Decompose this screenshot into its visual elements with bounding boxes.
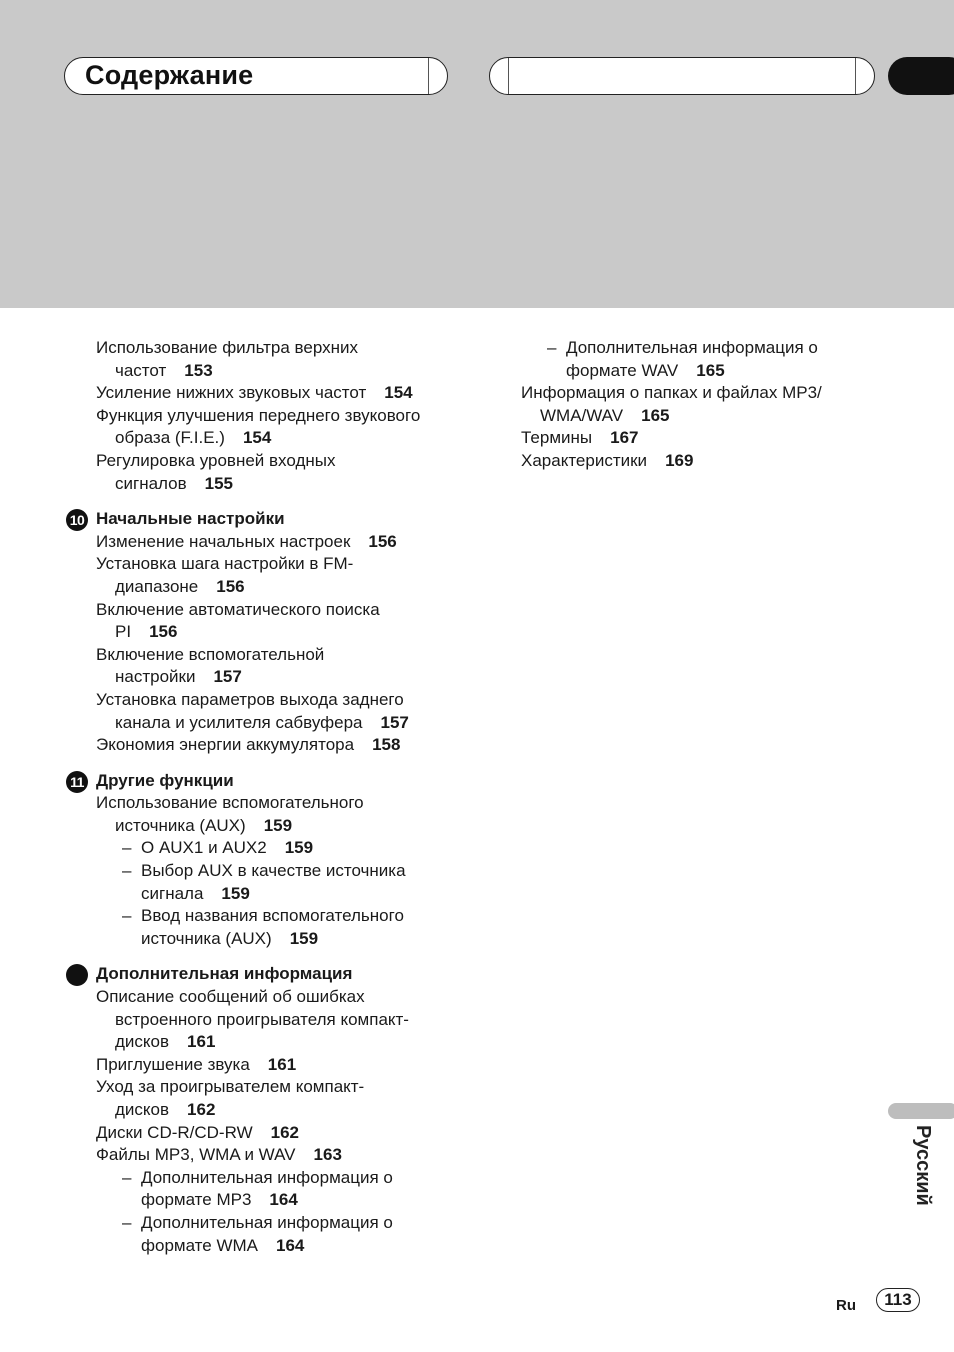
toc-page-number: 165 <box>696 360 725 380</box>
toc-entry-text: диапазоне <box>115 576 199 596</box>
header-band <box>0 0 954 308</box>
toc-page-number: 159 <box>284 838 314 858</box>
dash-marker: – <box>122 1167 132 1187</box>
toc-left-column <box>69 337 456 1257</box>
toc-page-number: 169 <box>665 450 694 470</box>
toc-entry-text: канала и усилителя сабвуфера <box>115 712 363 732</box>
toc-page-number: 167 <box>610 428 639 448</box>
toc-entry-text: Выбор AUX в качестве источника <box>141 861 406 881</box>
toc-page-number: 156 <box>149 622 178 642</box>
toc-entry-text: образа (F.I.E.) <box>115 428 225 448</box>
page-number: 113 <box>876 1288 920 1312</box>
toc-entry[interactable] <box>96 1144 456 1167</box>
pill-divider <box>428 58 429 94</box>
section-marker-tab <box>888 57 954 95</box>
toc-entry[interactable] <box>96 531 456 554</box>
toc-page-number: 158 <box>372 735 401 755</box>
toc-entry[interactable] <box>521 382 861 427</box>
toc-entry-text: настройки <box>115 667 196 687</box>
dash-marker: – <box>122 838 132 858</box>
toc-entry-text: Дополнительная информация о <box>566 338 818 357</box>
toc-entry-text: встроенного проигрывателя компакт- <box>115 1009 409 1029</box>
toc-page-number: 157 <box>380 712 409 732</box>
toc-subentry[interactable] <box>96 837 456 860</box>
toc-page-number: 161 <box>267 1054 297 1074</box>
section-number-badge: 10 <box>66 509 88 531</box>
toc-entry[interactable] <box>96 405 456 450</box>
toc-entry[interactable] <box>521 450 861 473</box>
toc-entry-text: формате MP3 <box>141 1190 252 1210</box>
toc-entry-text: Функция улучшения переднего звукового <box>96 405 421 425</box>
dash-marker: – <box>122 1212 132 1232</box>
footer-language-code: Ru <box>836 1297 856 1314</box>
toc-entry[interactable] <box>96 553 456 598</box>
toc-entry-text: источника (AUX) <box>141 928 272 948</box>
toc-page-number: 161 <box>187 1032 216 1052</box>
toc-entry[interactable] <box>96 644 456 689</box>
dash-marker: – <box>122 906 132 926</box>
toc-entry-text: WMA/WAV <box>540 405 624 425</box>
toc-page-number: 154 <box>242 428 272 448</box>
language-tab <box>888 1103 954 1119</box>
toc-entry-text: Термины <box>521 428 593 448</box>
toc-page-number: 159 <box>221 883 250 903</box>
toc-entry-text: источника (AUX) <box>115 815 246 835</box>
toc-page-number: 156 <box>216 576 245 596</box>
toc-page-number: 164 <box>269 1190 298 1210</box>
toc-page-number: 159 <box>263 815 293 835</box>
language-label: Русский <box>912 1125 934 1206</box>
section-heading-12[interactable] <box>96 963 456 986</box>
toc-page-number: 153 <box>184 360 213 380</box>
toc-entry-text: Установка шага настройки в FM- <box>96 554 354 574</box>
toc-page-number: 163 <box>313 1145 342 1165</box>
toc-right-column <box>521 337 861 473</box>
toc-subentry[interactable] <box>96 1212 456 1257</box>
toc-page-number: 165 <box>641 405 670 425</box>
toc-entry-text: формате WMA <box>141 1235 258 1255</box>
section-number-badge: 11 <box>66 771 88 793</box>
toc-entry[interactable] <box>96 734 456 757</box>
toc-page-number: 159 <box>289 928 319 948</box>
section-heading-11[interactable] <box>70 770 456 793</box>
toc-entry-text: Использование вспомогательного <box>96 793 364 813</box>
dash-marker: – <box>547 338 557 357</box>
toc-entry-text: Характеристики <box>521 450 648 470</box>
toc-entry-text: формате WAV <box>566 360 679 380</box>
blank-header-pill <box>489 57 875 95</box>
section-number-badge <box>66 964 88 986</box>
toc-entry-text: Регулировка уровней входных <box>96 450 336 470</box>
section-heading-10[interactable] <box>69 508 456 531</box>
dash-marker: – <box>122 861 132 881</box>
toc-entry[interactable] <box>96 382 456 405</box>
page-title: Содержание <box>85 60 254 90</box>
toc-entry-text: Усиление нижних звуковых частот <box>96 383 367 403</box>
toc-entry-text: Уход за проигрывателем компакт- <box>96 1077 365 1097</box>
toc-entry[interactable] <box>96 1122 456 1145</box>
toc-entry-text: дисков <box>115 1100 170 1119</box>
section-title: Другие функции <box>96 770 234 790</box>
toc-entry-text: Описание сообщений об ошибках <box>96 987 365 1007</box>
title-pill <box>64 57 448 95</box>
toc-page-number: 164 <box>275 1235 305 1255</box>
toc-entry[interactable] <box>96 599 456 644</box>
toc-entry[interactable] <box>96 1076 456 1121</box>
toc-entry-text: Включение вспомогательной <box>96 644 325 664</box>
toc-entry-text: Включение автоматического поиска <box>96 599 380 619</box>
toc-entry-text: Приглушение звука <box>96 1054 250 1074</box>
toc-entry-text: частот <box>115 360 167 380</box>
toc-entry[interactable] <box>96 450 456 495</box>
toc-entry[interactable] <box>96 1054 456 1077</box>
toc-entry-text: Использование фильтра верхних <box>96 338 358 357</box>
toc-subentry[interactable] <box>96 905 456 950</box>
toc-subentry[interactable] <box>521 337 861 382</box>
toc-entry-text: Диски CD-R/CD-RW <box>96 1122 253 1142</box>
toc-entry-text: Файлы MP3, WMA и WAV <box>96 1145 296 1165</box>
toc-entry-text: Ввод названия вспомогательного <box>141 906 404 926</box>
toc-page-number: 156 <box>368 531 397 551</box>
toc-entry-text: сигнала <box>141 883 204 903</box>
pill-divider <box>508 58 509 94</box>
toc-entry-text: Изменение начальных настроек <box>96 531 351 551</box>
toc-subentry[interactable] <box>96 1167 456 1212</box>
toc-entry[interactable] <box>96 986 456 1054</box>
section-title: Начальные настройки <box>96 509 285 529</box>
toc-entry[interactable] <box>96 792 456 837</box>
toc-entry-text: дисков <box>115 1032 170 1052</box>
toc-entry-text: PI <box>115 622 132 642</box>
toc-entry[interactable] <box>96 337 456 382</box>
toc-entry-text: Информация о папках и файлах MP3/ <box>521 383 822 403</box>
toc-page-number: 162 <box>270 1122 299 1142</box>
toc-entry-text: Дополнительная информация о <box>141 1167 393 1187</box>
pill-divider <box>855 58 856 94</box>
toc-entry[interactable] <box>96 689 456 734</box>
toc-entry-text: сигналов <box>115 473 187 493</box>
toc-entry[interactable] <box>521 427 861 450</box>
toc-page-number: 155 <box>204 473 234 493</box>
toc-entry-text: Установка параметров выхода заднего <box>96 689 404 709</box>
toc-subentry[interactable] <box>96 860 456 905</box>
section-title: Дополнительная информация <box>96 964 353 984</box>
toc-page-number: 157 <box>213 667 242 687</box>
toc-entry-text: Экономия энергии аккумулятора <box>96 735 355 755</box>
toc-entry-text: Дополнительная информация о <box>141 1212 393 1232</box>
toc-page-number: 162 <box>187 1100 216 1119</box>
toc-page-number: 154 <box>384 383 413 403</box>
toc-entry-text: О AUX1 и AUX2 <box>141 838 267 858</box>
